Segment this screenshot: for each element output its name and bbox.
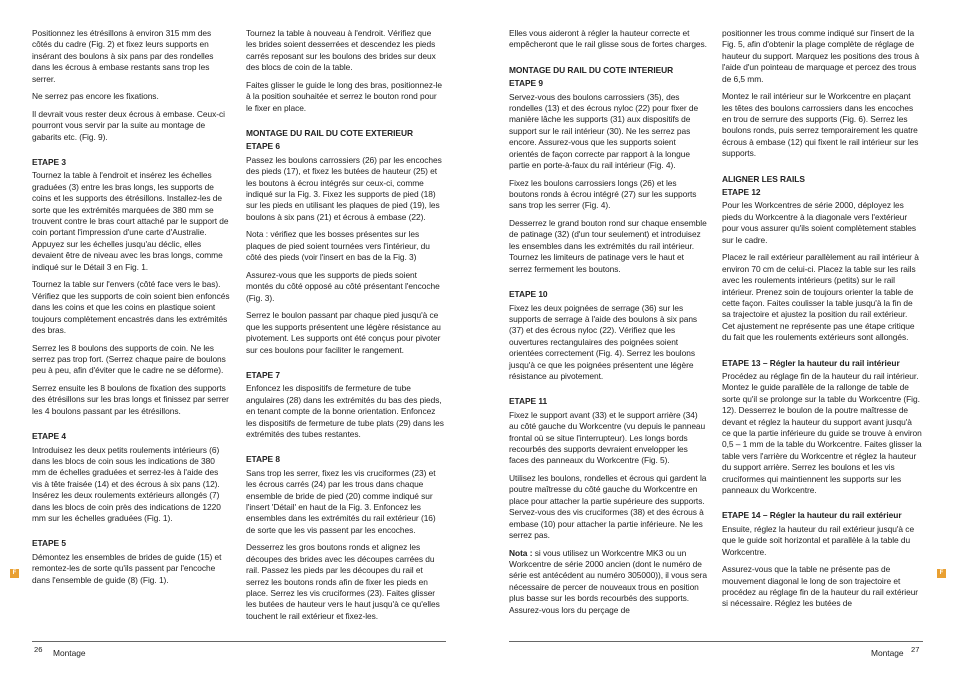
paragraph: Pour les Workcentres de série 2000, déployez les pieds du Workcentre à la diagonale vers l'extérieur pour vous assurer qu'ils soient complètement stables sur le cadre. bbox=[722, 200, 917, 245]
step-heading: ETAPE 5 bbox=[32, 538, 66, 549]
right-page-column-2 bbox=[722, 28, 922, 616]
paragraph: Assurez-vous que la table ne présente pas de mouvement diagonal le long de son trajectoire et procédez au réglage fin de la hauteur du rail extérieur si nécessaire. Réglez les butées de bbox=[722, 564, 919, 609]
paragraph: Ne serrez pas encore les fixations. bbox=[32, 91, 159, 102]
right-page-column-1 bbox=[509, 28, 707, 622]
paragraph: Il devrait vous rester deux écrous à embase. Ceux-ci pourront vous servir par la suite au montage de gabarits etc. (Fig. 9). bbox=[32, 108, 225, 142]
paragraph: Fixez les deux poignées de serrage (36) sur les supports de serrage à l'aide des boulons à six pans (37) et des écrous nyloc (22). Vérifiez que les ouvertures rectangulaires des poignées soient orientées correctement (Fig. 4). Serrez les boulons jusqu'à ce que les poignées présentent une légère résistance au pivotement. bbox=[509, 302, 698, 381]
paragraph: Assurez-vous que les supports de pieds soient montés du côté opposé au côté présentant l'encoche (Fig. 3). bbox=[246, 269, 440, 303]
paragraph: Nota : vérifiez que les bosses présentes sur les plaques de pied soient tournées vers l'intérieur, du côté des pieds (voir l'insert en bas de la Fig. 3) bbox=[246, 229, 430, 263]
step-heading: ETAPE 7 bbox=[246, 369, 280, 380]
note-text: si vous utilisez un Workcentre MK3 ou un Workcentre de série 2000 ancien (dont le numéro de série est antécédent au numéro 305000)), il vous sera nécessaire de percer de nouveaux trous en position plus basse sur les bords recourbés des supports. Assurez-vous lors du perçage de bbox=[509, 547, 708, 615]
step-heading: ETAPE 14 – Régler la hauteur du rail extérieur bbox=[722, 510, 902, 521]
page-number: 27 bbox=[911, 645, 920, 654]
paragraph: Serrez ensuite les 8 boulons de fixation des supports des étrésillons sur les bras longs et finissez par serrer les 4 boulons passant par les étrésillons. bbox=[32, 382, 229, 416]
paragraph: Introduisez les deux petits roulements intérieurs (6) dans les blocs de coin sous les indications de 380 mm de échelles graduées et serrez-les à l'aide des vis à tête fraisée (14) et des écrous à six pans (12). Insérez les deux roulements extérieurs allongés (7) dans les blocs de coin près des indications de 1220 mm sur les échelles graduées (Fig. 1). bbox=[32, 444, 221, 523]
paragraph: Tournez la table à nouveau à l'endroit. Vérifiez que les brides soient desserrées et descendez les pieds carrés reposant sur les boulons des brides sur deux des blocs de coin de la table. bbox=[246, 28, 436, 73]
paragraph: Passez les boulons carrossiers (26) par les encoches des pieds (17), et fixez les butées de hauteur (25) et les boutons à écrou intégrés sur ceux-ci, comme indiqué sur la Fig. 3. Fixez les supports de pied (18) sur les pieds en utilisant les plaques de pied (19), les boulons à six pans (21) et écrous à embase (22). bbox=[246, 154, 442, 222]
paragraph: Ensuite, réglez la hauteur du rail extérieur jusqu'à ce que le guide soit horizontal et parallèle à la table du Workcentre. bbox=[722, 523, 915, 557]
language-tab-marker: F bbox=[937, 569, 946, 578]
paragraph: Desserrez les gros boutons ronds et alignez les découpes des brides avec les découpes carrées du rail. Passez les pieds par les découpes du rail et serrez les boutons ronds afin de fixer les pieds en place. Serrez les vis cruciformes (23). Faites glisser les butées de hauteur vers le haut jusqu'à ce qu'elles touchent le rail extérieur et fixez-les. bbox=[246, 542, 440, 621]
paragraph: Tournez la table à l'endroit et insérez les échelles graduées (3) entre les bras longs, les supports de coins et les supports des étrésillons. Installez-les de sorte que les extrémités marquées de 380 mm se trouvent contre le bras court attaché par le support de coin portant l'impression d'une carte d'Australie. Appuyez sur les échelles jusqu'au déclic, elles devaient être de niveau avec les bras longs, comme indiqué sur le Détail 3 en Fig. 1. bbox=[32, 170, 229, 272]
step-heading: ETAPE 11 bbox=[509, 396, 548, 407]
paragraph: Fixez le support avant (33) et le support arrière (34) au côté gauche du Workcentre (vu depuis le panneau frontal où se situe l'interrupteur). Les longs bords recourbés des supports devraient envelopper les faces des panneaux du Workcentre (Fig. 5). bbox=[509, 409, 706, 466]
paragraph: Faites glisser le guide le long des bras, positionnez-le à la position souhaitée et serrez le bouton rond pour le fixer en place. bbox=[246, 79, 442, 113]
step-heading: ETAPE 8 bbox=[246, 454, 280, 465]
step-heading: ETAPE 12 bbox=[722, 187, 761, 198]
paragraph: Montez le rail intérieur sur le Workcentre en plaçant les têtes des boulons carrossiers dans les encoches en trou de serrure des supports (Fig. 6). Serrez les boulons ronds, puis serrez temporairement les quatre écrous à embase (12) qui fixent le rail intérieur sur les supports. bbox=[722, 91, 919, 159]
paragraph: Servez-vous des boulons carrossiers (35), des rondelles (13) et des écrous nyloc (22) pour fixer de manière lâche les supports (31) aux dispositifs de support sur le rail intérieur (30). Ne les serrez pas encore. Assurez-vous que les supports soient orientés de façon correcte par rapport à la longue partie en porte-à-faux du rail intérieur (Fig. 4). bbox=[509, 91, 699, 171]
paragraph: Démontez les ensembles de brides de guide (15) et remontez-les de sorte qu'ils passent par l'encoche dans l'ensemble de guide (8) (Fig. 1). bbox=[32, 551, 222, 585]
section-heading: ALIGNER LES RAILS bbox=[722, 173, 805, 184]
paragraph: Enfoncez les dispositifs de fermeture de tube angulaires (28) dans les extrémités du bas des pieds, en tenant compte de la bonne orientation. Enfoncez les dispositifs de fermeture de tube plats (29) dans les extrémités des tubes restantes. bbox=[246, 383, 444, 439]
paragraph: Positionnez les étrésillons à environ 315 mm des côtés du cadre (Fig. 2) et fixez leurs supports en insérant des boulons à six pans par des rondelles dans les écrous à embase restants sans trop les serrer. bbox=[32, 28, 214, 84]
paragraph bbox=[509, 548, 707, 616]
section-heading: MONTAGE DU RAIL DU COTE INTERIEUR bbox=[509, 64, 674, 75]
paragraph: Desserrez le grand bouton rond sur chaque ensemble de patinage (32) (d'un tour seulement) et introduisez les ensembles dans les extrémités du rail intérieur. Tournez les limiteurs de patinage vers le haut et serrez fermement les boutons. bbox=[509, 218, 707, 274]
left-page-column-2 bbox=[246, 28, 444, 628]
step-heading: ETAPE 6 bbox=[246, 141, 280, 152]
paragraph: Utilisez les boulons, rondelles et écrous qui gardent la poutre maîtresse du côté gauche du Workcentre en place pour attacher la partie supérieure des supports. Servez-vous des vis cruciformes (38) et des écrous à embase (10) pour attacher la partie inférieure. Ne les serrez pas. bbox=[509, 472, 707, 540]
paragraph: Fixez les boulons carrossiers longs (26) et les boutons ronds à écrou intégré (27) sur les supports sans trop les serrer (Fig. 4). bbox=[509, 177, 697, 211]
paragraph: Placez le rail extérieur parallèlement au rail intérieur à environ 70 cm de celui-ci. Placez la table sur les rails avec les roulements intérieurs (petits) sur le rail intérieur. Prenez soin de toujours orienter la table de cette façon. Faites coulisser la table jusqu'à la fin de sa trajectoire et ajustez la position du rail extérieur. Cet ajustement ne représente pas une étape critique du fait que les roulements extérieurs sont allongés. bbox=[722, 252, 919, 343]
footer-label: Montage bbox=[871, 648, 904, 658]
step-heading: ETAPE 13 – Régler la hauteur du rail intérieur bbox=[722, 357, 900, 368]
step-heading: ETAPE 10 bbox=[509, 289, 548, 300]
left-page-column-1 bbox=[32, 28, 230, 592]
paragraph: Tournez la table sur l'envers (côté face vers le bas). Vérifiez que les supports de coin soient bien enfoncés dans les coins et que les coins en plastique soient toujours complètement encastrés dans les extrémités des bras. bbox=[32, 279, 230, 335]
step-heading: ETAPE 4 bbox=[32, 431, 66, 442]
paragraph: Elles vous aideront à régler la hauteur correcte et empêcheront que le rail glisse sous de fortes charges. bbox=[509, 28, 707, 50]
paragraph: Sans trop les serrer, fixez les vis cruciformes (23) et les écrous carrés (24) par les trous dans chaque ensemble de bride de pied (20) comme indiqué sur l'insert 'Détail' en haut de la Fig. 3. Enfoncez les ensembles dans les extrémités du rail extérieur (16) de sorte que les vis passent par les encoches. bbox=[246, 467, 436, 535]
paragraph: positionner les trous comme indiqué sur l'insert de la Fig. 5, afin d'obtenir la plage complète de réglage de hauteur du support. Marquez les positions des trous à l'aide d'un pointeau de marquage et percez des trous de 6,5 mm. bbox=[722, 28, 920, 84]
page-number: 26 bbox=[34, 645, 43, 654]
footer-rule bbox=[32, 641, 446, 642]
step-heading: ETAPE 3 bbox=[32, 157, 66, 168]
footer-label: Montage bbox=[53, 648, 86, 658]
section-heading: MONTAGE DU RAIL DU COTE EXTERIEUR bbox=[246, 128, 413, 139]
step-heading: ETAPE 9 bbox=[509, 78, 543, 89]
language-tab-marker: F bbox=[10, 569, 19, 578]
footer-rule bbox=[509, 641, 923, 642]
paragraph: Procédez au réglage fin de la hauteur du rail intérieur. Montez le guide parallèle de la rallonge de table de sorte qu'il se prolonge sur la table du Workcentre (Fig. 12). Desserrez le boulon de la poutre maîtresse de devant et réglez la hauteur du support avant jusqu'à ce que la partie inférieure du guide se trouve à environ 0,5 – 1 mm de la table du Workcentre. Faites glisser la table vers l'arrière du Workcentre et réglez la hauteur du support arrière. Serrez les boulons et les vis cruciformes qui maintiennent les supports sur les panneaux du Workcentre. bbox=[722, 370, 922, 495]
note-label: Nota : bbox=[509, 547, 533, 558]
paragraph: Serrez les 8 boulons des supports de coin. Ne les serrez pas trop fort. (Serrez chaque paire de boulons peu à peu, afin d'éviter que le cadre ne se déforme). bbox=[32, 342, 226, 376]
paragraph: Serrez le boulon passant par chaque pied jusqu'à ce que les supports présentent une légère résistance au pivotement. Les supports ont été conçus pour pivoter sur ces boulons pour faciliter le rangement. bbox=[246, 310, 441, 355]
